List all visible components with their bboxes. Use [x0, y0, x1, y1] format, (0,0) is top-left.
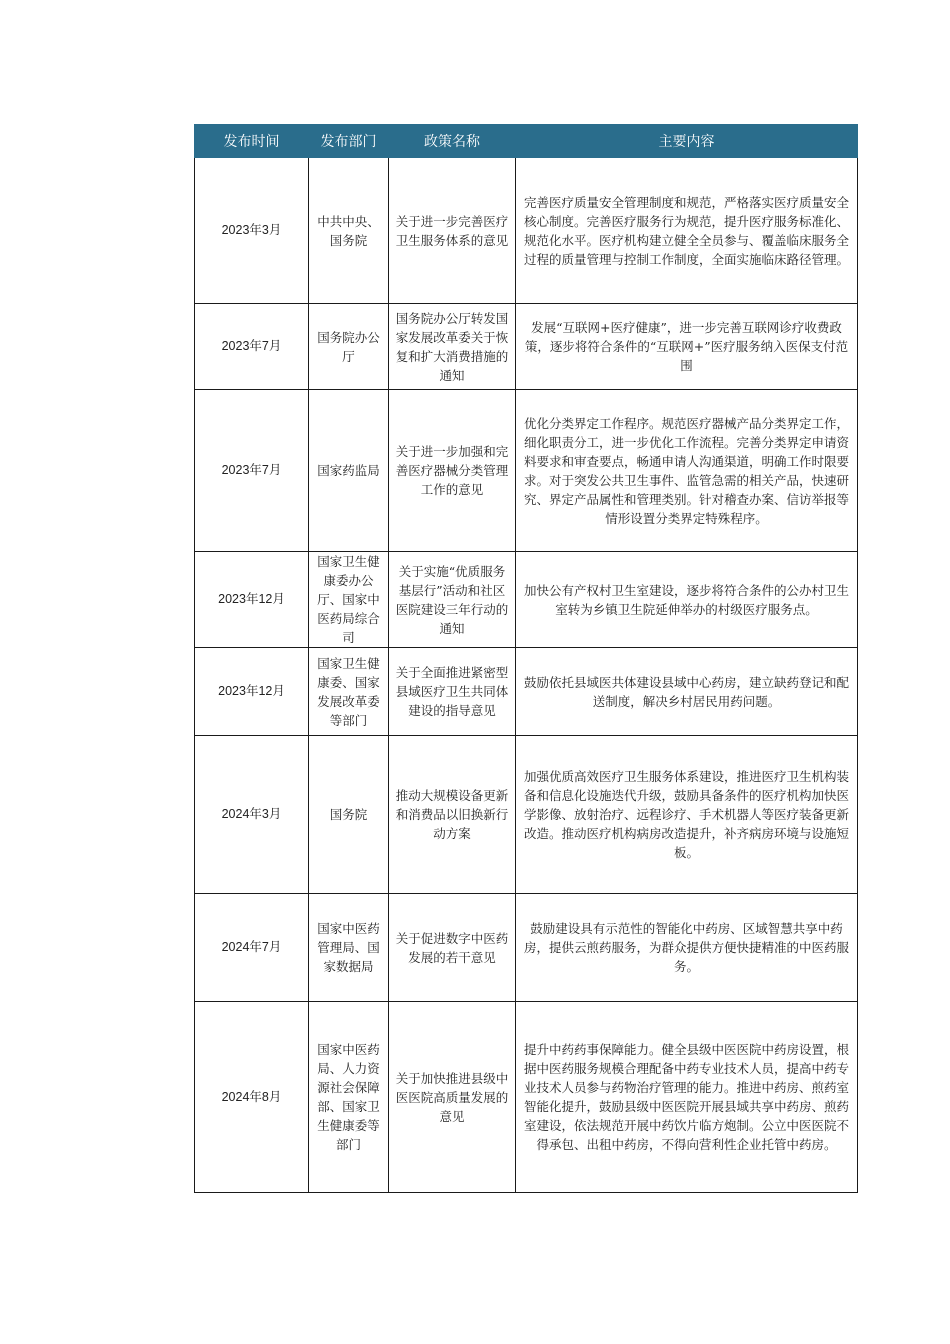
cell-main-content: 鼓励建设具有示范性的智能化中药房、区域智慧共享中药房，提供云煎药服务，为群众提供方便快捷精准的中医药服务。 — [516, 894, 858, 1002]
table-row — [195, 158, 858, 304]
cell-policy-name: 关于实施“优质服务基层行”活动和社区医院建设三年行动的通知 — [389, 552, 516, 648]
cell-policy-name: 关于加快推进县级中医医院高质量发展的意见 — [389, 1002, 516, 1193]
cell-policy-name: 推动大规模设备更新和消费品以旧换新行动方案 — [389, 736, 516, 894]
table-row — [195, 894, 858, 1002]
table-header-row — [195, 125, 858, 158]
header-department: 发布部门 — [309, 125, 389, 158]
table-row — [195, 648, 858, 736]
cell-date: 2023年12月 — [195, 552, 309, 648]
table-row — [195, 304, 858, 390]
table-row — [195, 1002, 858, 1193]
cell-policy-name: 关于促进数字中医药发展的若干意见 — [389, 894, 516, 1002]
header-date: 发布时间 — [195, 125, 309, 158]
table-row — [195, 552, 858, 648]
cell-department: 国家药监局 — [309, 390, 389, 552]
cell-main-content: 加强优质高效医疗卫生服务体系建设，推进医疗卫生机构装备和信息化设施迭代升级，鼓励具备条件的医疗机构加快医学影像、放射治疗、远程诊疗、手术机器人等医疗装备更新改造。推动医疗机构病房改造提升，补齐病房环境与设施短板。 — [516, 736, 858, 894]
cell-main-content: 提升中药药事保障能力。健全县级中医医院中药房设置，根据中医药服务规模合理配备中药专业技术人员，提高中药专业技术人员参与药物治疗管理的能力。推进中药房、煎药室智能化提升，鼓励县级中医医院开展县域共享中药房、煎药室建设，依法规范开展中药饮片临方炮制。公立中医医院不得承包、出租中药房，不得向营利性企业托管中药房。 — [516, 1002, 858, 1193]
cell-department: 国务院办公厅 — [309, 304, 389, 390]
cell-date: 2023年7月 — [195, 390, 309, 552]
cell-department: 国务院 — [309, 736, 389, 894]
cell-department: 国家中医药局、人力资源社会保障部、国家卫生健康委等部门 — [309, 1002, 389, 1193]
table-row — [195, 390, 858, 552]
cell-main-content: 优化分类界定工作程序。规范医疗器械产品分类界定工作，细化职责分工，进一步优化工作流程。完善分类界定申请资料要求和审查要点，畅通申请人沟通渠道，明确工作时限要求。对于突发公共卫生事件、监管急需的相关产品，快速研究、界定产品属性和管理类别。针对稽查办案、信访举报等情形设置分类界定特殊程序。 — [516, 390, 858, 552]
cell-date: 2023年3月 — [195, 158, 309, 304]
cell-main-content: 发展“互联网+医疗健康”，进一步完善互联网诊疗收费政策，逐步将符合条件的“互联网+”医疗服务纳入医保支付范围 — [516, 304, 858, 390]
cell-policy-name: 关于进一步完善医疗卫生服务体系的意见 — [389, 158, 516, 304]
policy-table — [194, 124, 858, 1193]
header-main-content: 主要内容 — [516, 125, 858, 158]
cell-date: 2024年7月 — [195, 894, 309, 1002]
cell-main-content: 鼓励依托县域医共体建设县域中心药房，建立缺药登记和配送制度，解决乡村居民用药问题。 — [516, 648, 858, 736]
cell-main-content: 完善医疗质量安全管理制度和规范，严格落实医疗质量安全核心制度。完善医疗服务行为规范，提升医疗服务标准化、规范化水平。医疗机构建立健全全员参与、覆盖临床服务全过程的质量管理与控制工作制度，全面实施临床路径管理。 — [516, 158, 858, 304]
cell-department: 国家中医药管理局、国家数据局 — [309, 894, 389, 1002]
cell-department: 国家卫生健康委、国家发展改革委等部门 — [309, 648, 389, 736]
header-policy-name: 政策名称 — [389, 125, 516, 158]
cell-date: 2024年8月 — [195, 1002, 309, 1193]
cell-date: 2023年12月 — [195, 648, 309, 736]
cell-department: 中共中央、国务院 — [309, 158, 389, 304]
cell-policy-name: 国务院办公厅转发国家发展改革委关于恢复和扩大消费措施的通知 — [389, 304, 516, 390]
cell-policy-name: 关于进一步加强和完善医疗器械分类管理工作的意见 — [389, 390, 516, 552]
cell-date: 2024年3月 — [195, 736, 309, 894]
table-row — [195, 736, 858, 894]
cell-policy-name: 关于全面推进紧密型县域医疗卫生共同体建设的指导意见 — [389, 648, 516, 736]
cell-date: 2023年7月 — [195, 304, 309, 390]
cell-main-content: 加快公有产权村卫生室建设，逐步将符合条件的公办村卫生室转为乡镇卫生院延伸举办的村级医疗服务点。 — [516, 552, 858, 648]
cell-department: 国家卫生健康委办公厅、国家中医药局综合司 — [309, 552, 389, 648]
